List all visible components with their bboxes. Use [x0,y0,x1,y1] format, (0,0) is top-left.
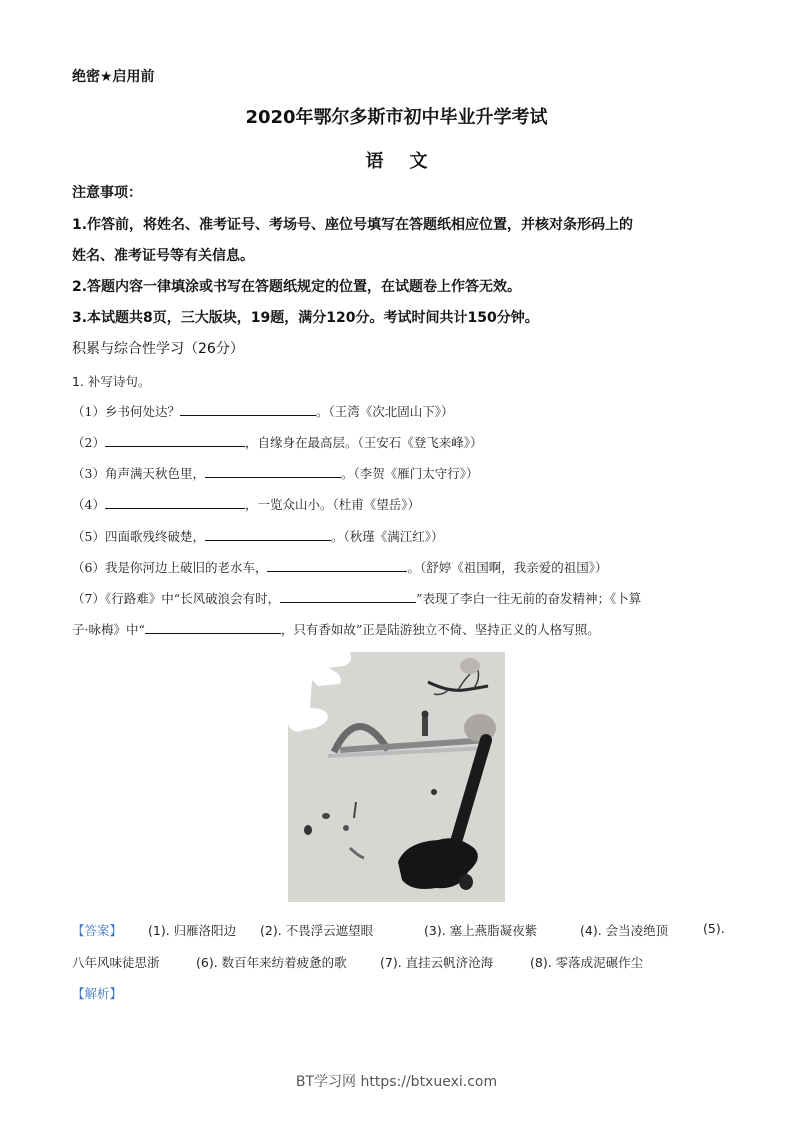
answer-item: (7). 直挂云帆济沧海 [380,955,494,970]
answer-item: (1). 归雁洛阳边 [148,923,237,938]
poem-item [72,589,641,607]
poem-source: 。（李贺《雁门太守行》） [340,466,479,481]
answer-blank[interactable] [280,590,416,603]
subject-char: 文 [409,151,428,172]
answer-blank[interactable] [105,496,245,509]
answer-blank[interactable] [205,528,331,541]
notice-item: 1.作答前，将姓名、准考证号、考场号、座位号填写在答题纸相应位置，并核对条形码上的 [72,217,634,233]
answer-item: (6). 数百年来纺着疲惫的歌 [196,955,347,970]
poem-item [72,620,600,638]
poem-source: 。（秋瑾《满江红》） [330,529,444,544]
answer-blank[interactable] [145,621,281,634]
poem-text: （4） [72,497,105,512]
answer-blank[interactable] [180,403,316,416]
notice-item: 3.本试题共8页，三大版块，19题，满分120分。考试时间共计150分钟。 [72,310,539,326]
poem-item [72,433,482,451]
answer-blank[interactable] [205,465,341,478]
answer-item: (2). 不畏浮云遮望眼 [260,923,374,938]
poem-item [72,495,420,513]
poem-text: （3）角声满天秋色里， [72,466,205,481]
confidential-label: 绝密★启用前 [72,69,155,85]
poem-text: 子·咏梅》中“ [72,622,145,637]
subject-title [0,147,793,173]
notice-item: 姓名、准考证号等有关信息。 [72,248,254,264]
poem-source: ”表现了李白一往无前的奋发精神；《卜算 [416,591,642,606]
exam-title: 2020年鄂尔多斯市初中毕业升学考试 [245,107,548,128]
poem-item [72,402,453,420]
answer-item: (8). 零落成泥碾作尘 [530,955,644,970]
poem-text: （6）我是你河边上破旧的老水车， [72,560,268,575]
poem-text: （7）《行路难》中“长风破浪会有时， [72,591,281,606]
poem-source: ，一览众山小。（杜甫《望岳》） [244,497,420,512]
answer-blank[interactable] [267,559,407,572]
poem-item [72,558,607,576]
poem-text: （1）乡书何处达？ [72,404,180,419]
poem-item [72,527,443,545]
answer-item: (4). 会当凌绝顶 [580,923,669,938]
answer-item: (3). 塞上燕脂凝夜紫 [424,923,538,938]
poem-source: 。（舒婷《祖国啊，我亲爱的祖国》） [407,560,608,575]
answer-tag: 【答案】 [72,923,123,938]
answer-blank[interactable] [105,434,245,447]
poem-item [72,464,478,482]
question-stem: 1. 补写诗句。 [72,374,151,389]
poem-source: ，自缘身在最高层。（王安石《登飞来峰》） [244,435,483,450]
ink-painting-image [288,652,505,902]
poem-source: ，只有香如故”正是陆游独立不倚、坚持正义的人格写照。 [280,622,600,637]
answer-item: 八年风味徒思浙 [72,955,160,970]
answer-item: (5). [703,921,725,936]
watermark-footer: BT学习网 https://btxuexi.com [295,1074,498,1090]
notice-item: 2.答题内容一律填涂或书写在答题纸规定的位置，在试题卷上作答无效。 [72,279,522,295]
poem-text: （5）四面歌残终破楚， [72,529,205,544]
section-title: 积累与综合性学习（26分） [72,341,244,357]
poem-source: 。（王湾《次北固山下》） [315,404,454,419]
poem-text: （2） [72,435,105,450]
analysis-tag: 【解析】 [72,986,123,1001]
notice-heading: 注意事项： [72,185,142,201]
subject-char: 语 [365,151,384,172]
